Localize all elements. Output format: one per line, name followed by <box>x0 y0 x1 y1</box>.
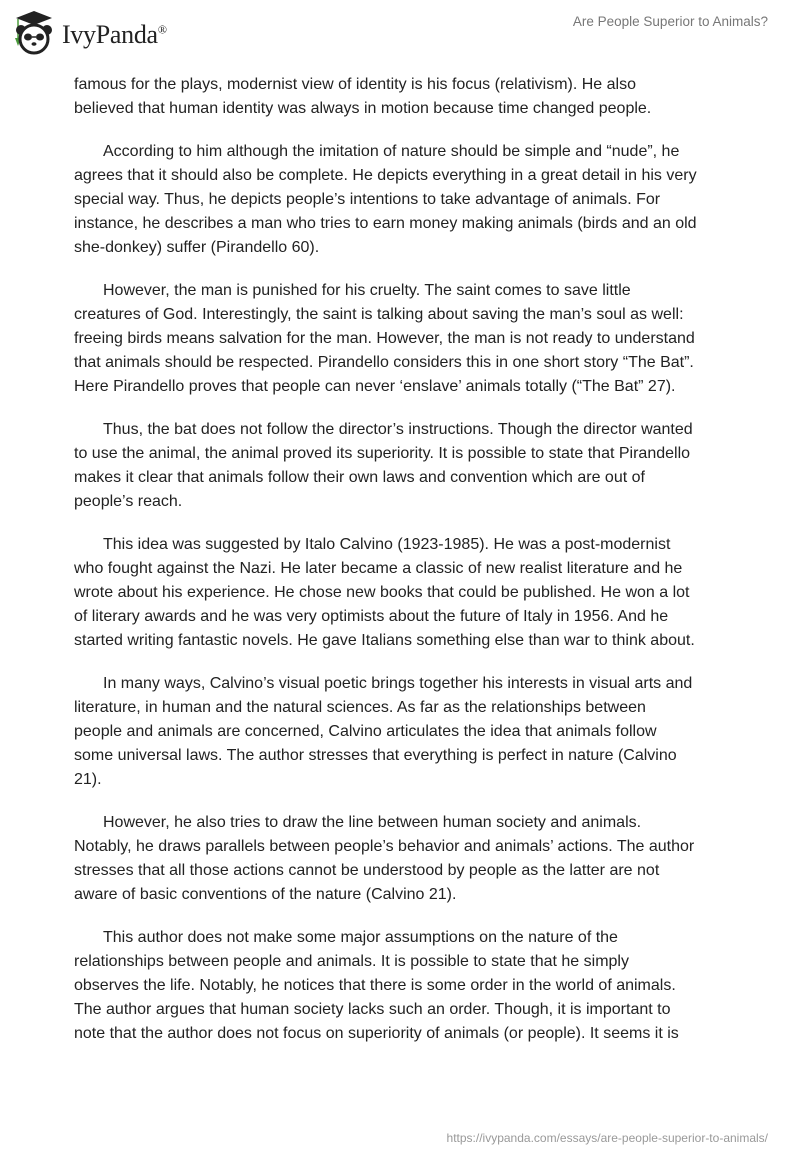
document-title: Are People Superior to Animals? <box>572 14 768 29</box>
paragraph-line: note that the author does not focus on superiority of animals (or people). It seems it is <box>74 1025 679 1042</box>
paragraph-line: Here Pirandello proves that people can never ‘enslave’ animals totally (“The Bat” 27). <box>74 378 676 395</box>
essay-paragraph <box>74 140 744 260</box>
paragraph-line: makes it clear that animals follow their own laws and convention which are out of <box>74 469 645 486</box>
paragraph-line: stresses that all those actions cannot be understood by people as the latter are not <box>74 862 660 879</box>
paragraph-line: freeing birds means salvation for the man. However, the man is not ready to understand <box>74 330 695 347</box>
paragraph-line: people’s reach. <box>74 493 183 510</box>
source-url[interactable]: https://ivypanda.com/essays/are-people-superior-to-animals/ <box>446 1131 768 1145</box>
essay-paragraph <box>74 533 744 653</box>
paragraph-line: famous for the plays, modernist view of identity is his focus (relativism). He also <box>74 76 636 93</box>
paragraph-line: agrees that it should also be complete. He depicts everything in a great detail in his very <box>74 167 697 184</box>
paragraph-line: creatures of God. Interestingly, the saint is talking about saving the man’s soul as well: <box>74 306 684 323</box>
essay-paragraph <box>74 73 744 121</box>
paragraph-line: However, the man is punished for his cruelty. The saint comes to save little <box>103 282 631 299</box>
paragraph-line: In many ways, Calvino’s visual poetic brings together his interests in visual arts and <box>103 675 693 692</box>
paragraph-line: 21). <box>74 771 102 788</box>
paragraph-line: This idea was suggested by Italo Calvino (1923-1985). He was a post-modernist <box>103 536 671 553</box>
paragraph-line: of literary awards and he was very optimists about the future of Italy in 1956. And he <box>74 608 669 625</box>
paragraph-line: who fought against the Nazi. He later became a classic of new realist literature and he <box>74 560 683 577</box>
paragraph-line: she-donkey) suffer (Pirandello 60). <box>74 239 320 256</box>
essay-body <box>74 73 744 1065</box>
essay-paragraph <box>74 418 744 514</box>
brand-name: IvyPanda® <box>62 20 167 49</box>
paragraph-line: started writing fantastic novels. He gave Italians something else than war to think about. <box>74 632 695 649</box>
paragraph-line: This author does not make some major assumptions on the nature of the <box>103 929 618 946</box>
paragraph-line: The author argues that human society lacks such an order. Though, it is important to <box>74 1001 671 1018</box>
paragraph-line: aware of basic conventions of the nature (Calvino 21). <box>74 886 457 903</box>
paragraph-line: Thus, the bat does not follow the director’s instructions. Though the director wanted <box>103 421 693 438</box>
paragraph-line: literature, in human and the natural sciences. As far as the relationships between <box>74 699 646 716</box>
essay-paragraph <box>74 279 744 399</box>
essay-paragraph <box>74 672 744 792</box>
paragraph-line: Notably, he draws parallels between people’s behavior and animals’ actions. The author <box>74 838 695 855</box>
essay-paragraph <box>74 811 744 907</box>
paragraph-line: wrote about his experience. He chose new books that could be published. He won a lot <box>74 584 690 601</box>
essay-paragraph <box>74 926 744 1046</box>
paragraph-line: believed that human identity was always in motion because time changed people. <box>74 100 652 117</box>
paragraph-line: observes the life. Notably, he notices that there is some order in the world of animals. <box>74 977 676 994</box>
page-header <box>0 0 800 60</box>
paragraph-line: However, he also tries to draw the line between human society and animals. <box>103 814 642 831</box>
panda-logo-icon <box>12 8 56 56</box>
paragraph-line: instance, he describes a man who tries to earn money making animals (birds and an old <box>74 215 697 232</box>
paragraph-line: to use the animal, the animal proved its superiority. It is possible to state that Pirandello <box>74 445 691 462</box>
paragraph-line: some universal laws. The author stresses that everything is perfect in nature (Calvino <box>74 747 677 764</box>
paragraph-line: According to him although the imitation of nature should be simple and “nude”, he <box>103 143 680 160</box>
ivypanda-logo[interactable] <box>12 8 167 56</box>
paragraph-line: that animals should be respected. Pirandello considers this in one short story “The Bat”. <box>74 354 694 371</box>
paragraph-line: special way. Thus, he depicts people’s intentions to take advantage of animals. For <box>74 191 661 208</box>
paragraph-line: people and animals are concerned, Calvino articulates the idea that animals follow <box>74 723 657 740</box>
paragraph-line: relationships between people and animals. It is possible to state that he simply <box>74 953 629 970</box>
